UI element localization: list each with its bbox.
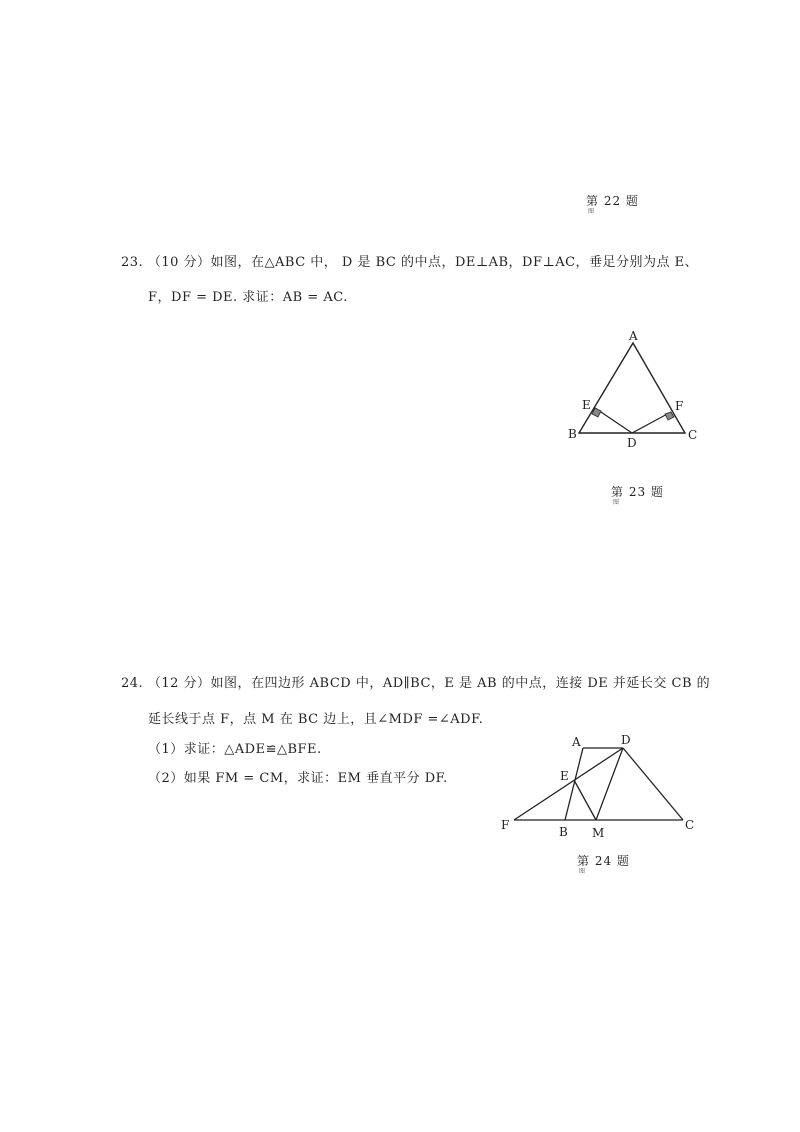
q23-right-angle-f — [665, 412, 674, 420]
q23-figure-caption: 第 23 题 图 — [611, 485, 664, 506]
q23-caption-tail: 图 — [613, 499, 620, 506]
q23-line-1 — [121, 251, 698, 270]
q24-score: （12 分） — [147, 676, 211, 691]
q23-score: （10 分） — [147, 255, 211, 270]
q24-segment-em — [574, 780, 596, 820]
q24-number: 24. — [121, 676, 144, 691]
q23-label-e: E — [582, 398, 591, 412]
q24-label-a: A — [572, 735, 581, 749]
q24-text-line1: 如图，在四边形 ABCD 中，AD∥BC，E 是 AB 的中点，连接 DE 并延长交 CB 的 — [210, 676, 711, 691]
q24-label-b: B — [559, 825, 568, 839]
q24-part-1: （1）求证：△ADE≌△BFE. — [148, 742, 322, 757]
q24-label-f: F — [501, 818, 510, 832]
q24-segment-fd — [514, 748, 623, 820]
q23-label-d: D — [627, 436, 637, 450]
q22-figure-caption: 第 22 题 图 — [586, 194, 639, 215]
q24-part-2: （2）如果 FM = CM，求证：EM 垂直平分 DF. — [148, 771, 448, 786]
q23-line-2: F，DF = DE. 求证：AB = AC. — [148, 290, 348, 305]
q24-label-e: E — [560, 769, 569, 783]
q23-triangle-figure — [560, 325, 710, 450]
q23-label-f: F — [675, 399, 684, 413]
q24-figure-caption: 第 24 题 图 — [577, 854, 630, 875]
q23-label-c: C — [688, 428, 698, 442]
q24-segment-dm — [596, 748, 623, 820]
q24-label-m: M — [592, 826, 605, 840]
q24-segment-dc — [623, 748, 683, 820]
q24-label-c: C — [685, 818, 695, 832]
q24-quadrilateral-figure — [495, 728, 705, 843]
q24-caption-tail: 图 — [579, 868, 586, 875]
q24-line-2: 延长线于点 F，点 M 在 BC 边上，且∠MDF =∠ADF. — [148, 712, 484, 727]
q22-caption-tail: 图 — [588, 208, 595, 215]
q23-label-b: B — [568, 427, 577, 441]
q24-line-1 — [121, 672, 710, 691]
q24-label-d: D — [621, 733, 631, 747]
q23-number: 23. — [121, 255, 144, 270]
q23-label-a: A — [629, 329, 638, 343]
q23-text-line1: 如图，在△ABC 中， D 是 BC 的中点，DE⊥AB，DF⊥AC，垂足分别为点 E、 — [210, 255, 699, 270]
